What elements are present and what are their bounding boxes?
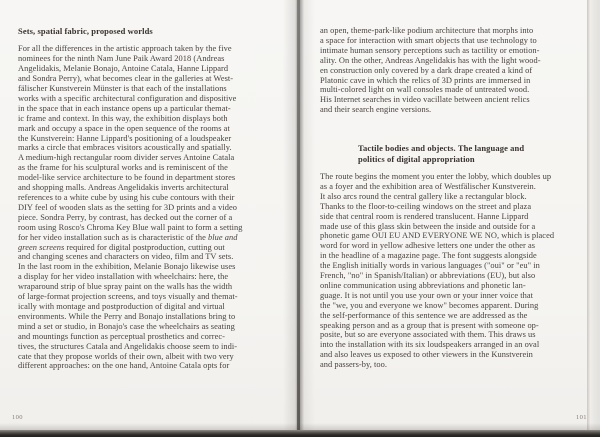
page-fore-edge <box>587 0 600 430</box>
text-line: tives, the structures Catala and Angelidakis choose seem to indi- <box>18 341 238 351</box>
section-heading-right-line2: politics of digital appropriation <box>358 153 475 164</box>
text-line: and mountings function as perceptual prosthetics and correc- <box>18 331 225 341</box>
text-line: works with a specific architectural configuration and dispositive <box>18 93 237 103</box>
text-line: made use of this glass skin between the inside and outside for a <box>320 221 536 231</box>
text-line: the self-performance of this sentence we are addressed as the <box>320 310 528 320</box>
text-line: nominees for the ninth Nam June Paik Award 2018 (Andreas <box>18 54 225 64</box>
text-line: en construction only covered by a dark drape created a kind of <box>320 65 533 75</box>
book-gutter-line <box>297 0 300 430</box>
text-line: intimate human sensory perceptions such as tactility or emotion- <box>320 45 540 55</box>
text-line: fälischer Kunstverein Münster is that each of the installations <box>18 84 227 94</box>
page-number-left: 100 <box>12 414 23 421</box>
text-line: mark and occupy a space in the open sequence of the rooms at <box>18 123 230 133</box>
left-page-paragraph <box>18 44 282 371</box>
text-line: as the frame for his sculptural works and is reminiscent of the <box>18 163 228 173</box>
left-page <box>18 26 282 371</box>
text-line: a space for interaction with smart objects that use technology to <box>320 35 537 45</box>
text-line: side that central room is rendered translucent. Hanne Lippard <box>320 211 529 221</box>
page-number-right: 101 <box>576 414 587 421</box>
text-line: of large-format projection screens, and toys visually and themat- <box>18 292 238 302</box>
text-line: in the space that in each instance opens up a particular themat- <box>18 103 231 113</box>
text-line: for her video installation such as is characteristic of the blue and <box>18 232 238 242</box>
photo-bottom-edge <box>0 430 600 437</box>
text-line: mind a set or studio, in Bonajo's case the wheelchairs as seating <box>18 321 235 331</box>
text-line: phonetic game OUI EU AND EVERYONE WE NO, which is placed <box>320 231 555 241</box>
text-line: guage. It is not until you use your own or your inner voice that <box>320 290 533 300</box>
text-line: the "we, you and everyone we know" becomes apparent. During <box>320 300 539 310</box>
text-line: The route begins the moment you enter the lobby, which doubles up <box>320 171 552 181</box>
text-line: ically with montage and postproduction of digital and virtual <box>18 301 225 311</box>
text-line: different approaches: on the one hand, Antoine Catala opts for <box>18 361 230 371</box>
text-line: the English initially words in various languages ("oui" or "eu" in <box>320 261 540 271</box>
text-line: French, "no" in Spanish/Italian) or abbreviations (EU), but also <box>320 271 536 281</box>
text-line: Platonic cave in which the relics of 3D prints are immersed in <box>320 75 531 85</box>
right-page <box>320 26 587 370</box>
text-line: word for word in yellow adhesive letters one under the other as <box>320 241 536 251</box>
text-line: and Sondra Perry), what becomes clear in the galleries at West- <box>18 74 234 84</box>
right-page-paragraph-2 <box>320 172 587 370</box>
text-line: as a foyer and the exhibition area of Westfälischer Kunstverein. <box>320 181 536 191</box>
text-line: cate that they propose worlds of their own, albeit with two very <box>18 351 234 361</box>
text-line: and changing scenes and characters on video, film and TV sets. <box>18 252 234 262</box>
text-line: A medium-high rectangular room divider serves Antoine Catala <box>18 153 235 163</box>
text-line: ality. On the other, Andreas Angelidakis has with the light wood- <box>320 55 541 65</box>
text-line: model-like service architecture to be found in department stores <box>18 173 236 183</box>
text-line: in the headline of a magazine page. The font suggests alongside <box>320 251 537 261</box>
text-line: piece. Sondra Perry, by contrast, has decked out the corner of a <box>18 212 233 222</box>
text-line: It also arcs round the central gallery like a rectangular block. <box>320 191 527 201</box>
text-line: an open, theme-park-like podium architecture that morphs into <box>320 26 534 35</box>
page-bottom-shadow <box>0 423 600 430</box>
section-heading-right <box>358 143 587 164</box>
text-line: green screens required for digital postproduction, cutting out <box>18 242 225 252</box>
text-line: For all the differences in the artistic approach taken by the five <box>18 44 232 54</box>
text-line: wraparound strip of blue spray paint on the walls has the width <box>18 282 233 292</box>
text-line: and shopping malls. Andreas Angelidakis inverts architectural <box>18 183 229 193</box>
text-line: online communication using abbreviations and phonetic lan- <box>320 280 526 290</box>
text-line: His Internet searches in video vacillate between ancient relics <box>320 95 530 105</box>
text-line: posite, but so are everyone associated with them. This draws us <box>320 330 536 340</box>
text-line: speaking person and as a group that is present with someone op- <box>320 320 539 330</box>
text-line: references to a white cube by using his cube contours with their <box>18 193 235 202</box>
text-line: multi-colored light on wall consoles made of untreated wood. <box>320 85 530 95</box>
text-line: ic frame and context. In this way, the exhibition displays both <box>18 113 228 123</box>
text-line: room using Rosco's Chroma Key Blue wall paint to form a setting <box>18 222 243 232</box>
section-heading-left: Sets, spatial fabric, proposed worlds <box>18 26 153 36</box>
text-line: a display for her video installation with wheelchairs: here, the <box>18 272 229 282</box>
text-line: into the installation with its six loudspeakers arranged in an oval <box>320 340 540 350</box>
text-line: Angelidakis, Melanie Bonajo, Antoine Catala, Hanne Lippard <box>18 64 229 74</box>
text-line: and also leaves us exposed to other viewers in the Kunstverein <box>320 350 533 360</box>
text-line: and their search engine versions. <box>320 105 432 115</box>
text-line: and passers-by, too. <box>320 360 387 370</box>
right-page-paragraph-1 <box>320 26 587 115</box>
text-line: marks a circle that embraces visitors acoustically and spatially. <box>18 143 232 153</box>
text-line: In the last room in the exhibition, Melanie Bonajo likewise uses <box>18 262 236 272</box>
section-heading-right-line1: Tactile bodies and objects. The language and <box>358 143 525 154</box>
text-line: Thanks to the floor-to-ceiling windows on the street and plaza <box>320 201 532 211</box>
text-line: environments. While the Perry and Bonajo installations bring to <box>18 311 236 321</box>
text-line: DIY feel of wooden slats as the setting for 3D prints and a video <box>18 202 238 212</box>
text-line: the Kunstverein: Hanne Lippard's positioning of a loudspeaker <box>18 133 232 143</box>
